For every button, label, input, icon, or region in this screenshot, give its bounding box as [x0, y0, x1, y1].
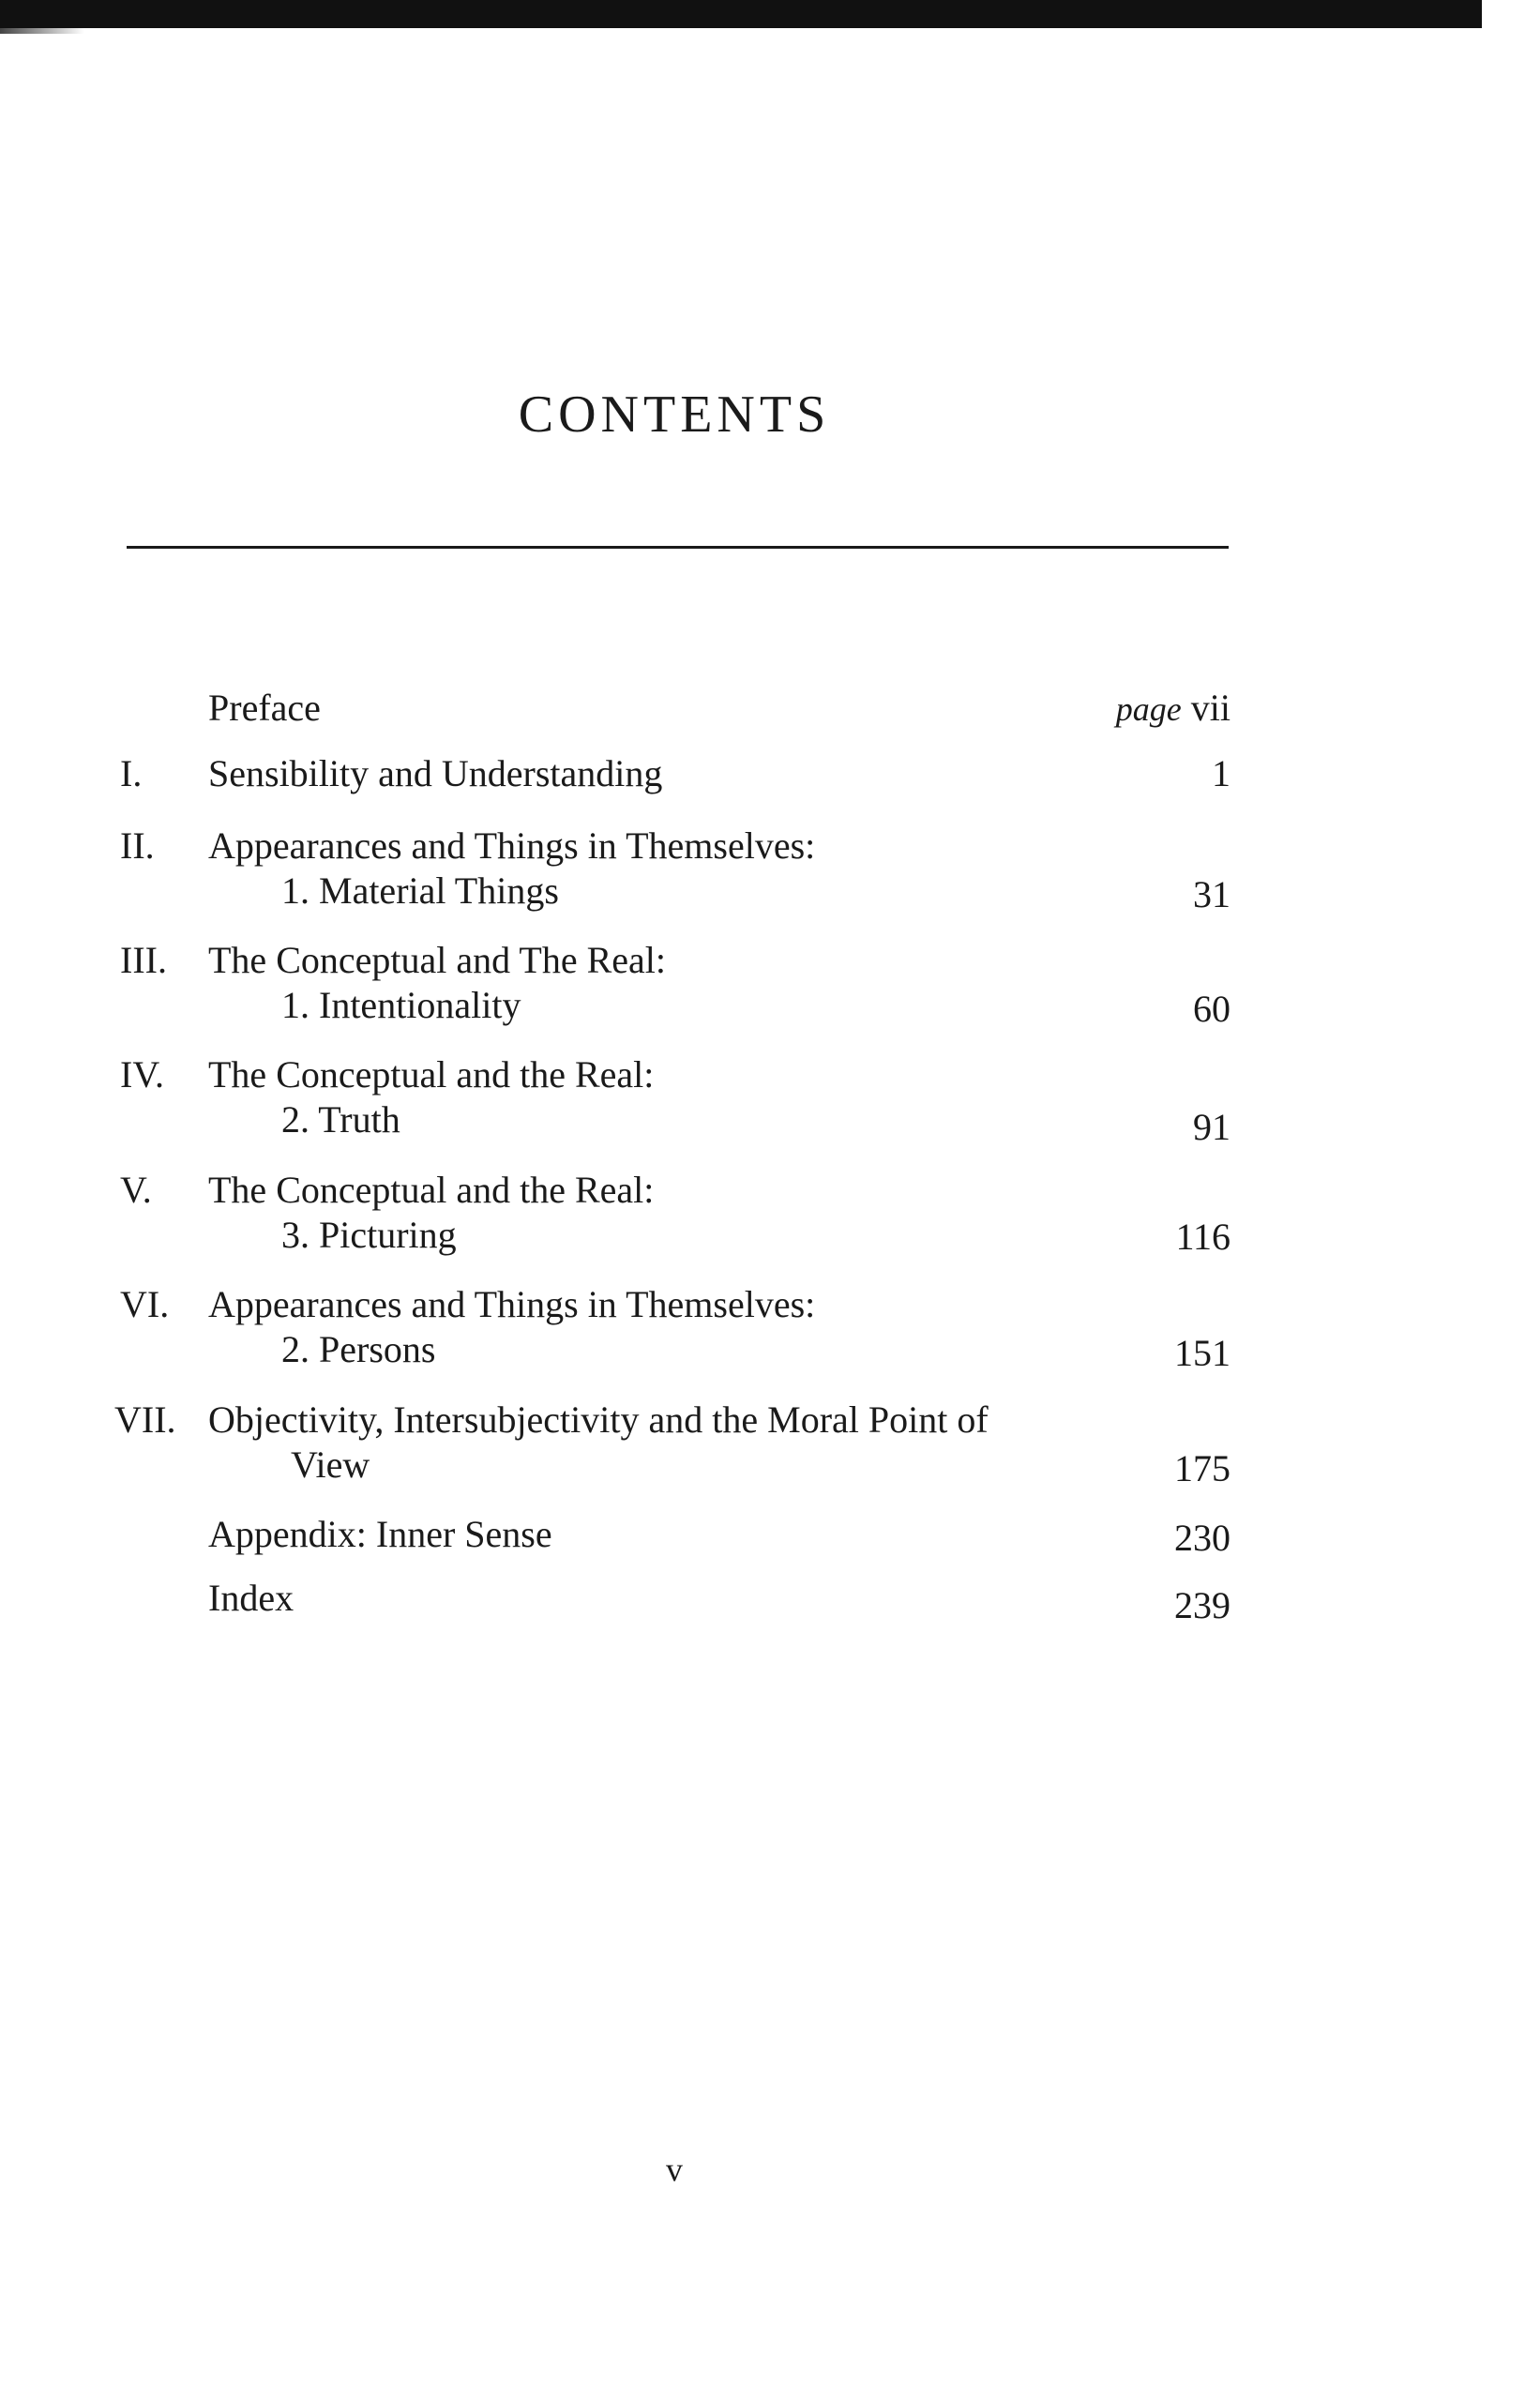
- entry-page-number: 230: [1174, 1517, 1230, 1559]
- page-title: CONTENTS: [518, 385, 831, 444]
- chapter-number: I.: [120, 752, 143, 794]
- entry-page-number: vii: [1190, 687, 1230, 729]
- entry-page-number: 175: [1174, 1447, 1230, 1489]
- chapter-number: V.: [120, 1169, 152, 1211]
- entry-page-number: 239: [1174, 1584, 1230, 1626]
- entry-subtitle: 1. Intentionality: [281, 984, 521, 1026]
- entry-page-number: 1: [1212, 752, 1230, 794]
- entry-title: The Conceptual and the Real:: [208, 1053, 655, 1096]
- entry-title: Appearances and Things in Themselves:: [208, 824, 816, 867]
- entry-subtitle: View: [291, 1443, 370, 1486]
- entry-title: Sensibility and Understanding: [208, 752, 663, 794]
- entry-subtitle: 2. Persons: [281, 1328, 436, 1370]
- entry-title: Appearances and Things in Themselves:: [208, 1283, 816, 1325]
- chapter-number: VI.: [120, 1283, 170, 1325]
- entry-page-number: 151: [1174, 1332, 1230, 1374]
- entry-title: Appendix: Inner Sense: [208, 1513, 552, 1555]
- chapter-number: III.: [120, 939, 167, 981]
- entry-page: [1116, 686, 1230, 732]
- chapter-number: VII.: [114, 1398, 176, 1441]
- entry-page-number: 31: [1193, 873, 1230, 915]
- entry-subtitle: 2. Truth: [281, 1098, 400, 1141]
- entry-title: Index: [208, 1577, 294, 1619]
- entry-title: The Conceptual and The Real:: [208, 939, 666, 981]
- entry-title: Preface: [208, 687, 321, 729]
- chapter-number: IV.: [120, 1053, 165, 1096]
- chapter-number: II.: [120, 824, 155, 867]
- page-folio: v: [666, 2151, 683, 2188]
- entry-page-number: 91: [1193, 1106, 1230, 1148]
- entry-subtitle: 3. Picturing: [281, 1214, 457, 1256]
- page-label: page: [1115, 690, 1182, 728]
- entry-page-number: 60: [1193, 988, 1230, 1030]
- entry-page-number: 116: [1175, 1216, 1230, 1258]
- entry-title: Objectivity, Intersubjectivity and the Moral Point of: [208, 1398, 989, 1441]
- entry-subtitle: 1. Material Things: [281, 869, 559, 912]
- entry-title: The Conceptual and the Real:: [208, 1169, 655, 1211]
